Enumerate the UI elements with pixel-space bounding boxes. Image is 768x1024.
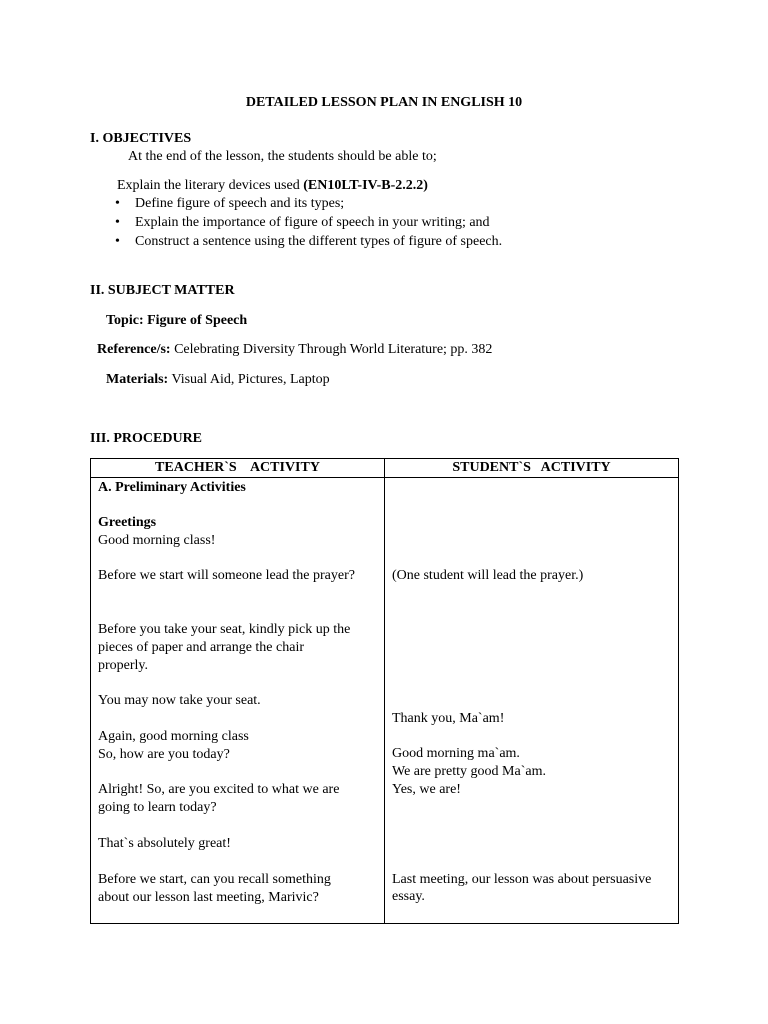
student-line: We are pretty good Ma`am. xyxy=(392,764,546,779)
table-row xyxy=(91,478,679,924)
list-item: • Define figure of speech and its types; xyxy=(135,195,502,214)
student-line: Thank you, Ma`am! xyxy=(392,711,505,726)
reference-line xyxy=(97,341,492,359)
teacher-activity-header: TEACHER`S ACTIVITY xyxy=(91,459,385,478)
student-line: Yes, we are! xyxy=(392,782,461,797)
page-title: DETAILED LESSON PLAN IN ENGLISH 10 xyxy=(245,95,523,110)
objectives-intro: At the end of the lesson, the students should be able to; xyxy=(128,149,437,164)
student-line: Good morning ma`am. xyxy=(392,746,520,761)
list-item: • Construct a sentence using the different types of figure of speech. xyxy=(135,233,502,252)
objectives-competency-code: (EN10LT-IV-B-2.2.2) xyxy=(303,178,428,193)
preliminary-activities-heading: A. Preliminary Activities xyxy=(98,480,246,495)
procedure-heading: III. PROCEDURE xyxy=(90,431,203,446)
teacher-line: Good morning class! xyxy=(98,533,216,548)
teacher-line: pieces of paper and arrange the chair xyxy=(98,640,304,655)
objectives-heading: I. OBJECTIVES xyxy=(90,131,192,146)
teacher-line: going to learn today? xyxy=(98,800,217,815)
teacher-activity-cell xyxy=(91,478,385,924)
student-activity-cell xyxy=(385,478,679,924)
procedure-table xyxy=(90,458,679,924)
subject-matter-heading: II. SUBJECT MATTER xyxy=(90,283,235,298)
teacher-line: That`s absolutely great! xyxy=(98,836,231,851)
objectives-explain-line xyxy=(117,177,428,195)
greetings-heading: Greetings xyxy=(98,515,157,530)
list-item: • Explain the importance of figure of speech in your writing; and xyxy=(135,214,502,233)
teacher-line: You may now take your seat. xyxy=(98,693,261,708)
teacher-line: about our lesson last meeting, Marivic? xyxy=(98,890,319,905)
teacher-line: Before we start will someone lead the prayer? xyxy=(98,568,355,583)
teacher-line: properly. xyxy=(98,658,149,673)
teacher-line: Again, good morning class xyxy=(98,729,249,744)
teacher-line: So, how are you today? xyxy=(98,747,230,762)
teacher-line: Before you take your seat, kindly pick up the xyxy=(98,622,351,637)
reference-label: Reference/s: xyxy=(97,342,171,357)
topic-line: Topic: Figure of Speech xyxy=(106,313,248,328)
objectives-list xyxy=(90,195,502,252)
student-line: (One student will lead the prayer.) xyxy=(392,568,584,583)
student-line: Last meeting, our lesson was about persuasive xyxy=(392,872,652,887)
student-activity-header: STUDENT`S ACTIVITY xyxy=(385,459,679,478)
materials-line xyxy=(106,371,330,389)
materials-value: Visual Aid, Pictures, Laptop xyxy=(171,372,330,387)
student-line: essay. xyxy=(392,889,425,904)
reference-value: Celebrating Diversity Through World Literature; pp. 382 xyxy=(174,342,493,357)
materials-label: Materials: xyxy=(106,372,169,387)
teacher-line: Before we start, can you recall something xyxy=(98,872,331,887)
table-header-row xyxy=(91,459,679,478)
objectives-explain-text: Explain the literary devices used xyxy=(117,178,300,193)
teacher-line: Alright! So, are you excited to what we are xyxy=(98,782,340,797)
